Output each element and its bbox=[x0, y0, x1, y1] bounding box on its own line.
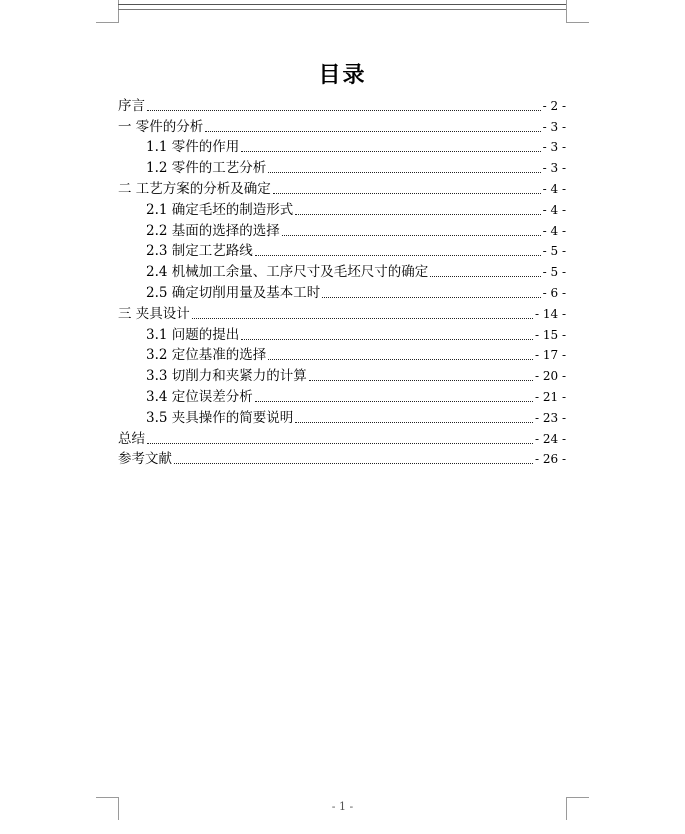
toc-entry[interactable] bbox=[118, 303, 566, 324]
toc-entry[interactable] bbox=[118, 365, 566, 386]
toc-entry[interactable] bbox=[118, 282, 566, 303]
toc-entry[interactable] bbox=[118, 386, 566, 407]
toc-entry-label: 2.1 确定毛坯的制造形式 bbox=[146, 201, 294, 218]
toc-entry-label: 2.4 机械加工余量、工序尺寸及毛坯尺寸的确定 bbox=[146, 264, 429, 281]
toc-entry-label: 3.5 夹具操作的简要说明 bbox=[146, 409, 294, 426]
toc-entry-label: 2.2 基面的选择的选择 bbox=[146, 222, 280, 239]
toc-entry-page: - 14 - bbox=[534, 306, 566, 321]
toc-entry-page: - 5 - bbox=[542, 265, 566, 280]
toc-entry-page: - 23 - bbox=[534, 410, 566, 425]
toc-entry-page: - 6 - bbox=[542, 285, 566, 300]
toc-entry-page: - 17 - bbox=[534, 348, 566, 363]
crop-mark-top-left bbox=[96, 0, 119, 23]
toc-entry[interactable] bbox=[118, 407, 566, 428]
toc-entry[interactable] bbox=[118, 137, 566, 158]
toc-dot-leader bbox=[273, 193, 541, 194]
toc-dot-leader bbox=[268, 359, 533, 360]
toc-entry[interactable] bbox=[118, 345, 566, 366]
toc-entry[interactable] bbox=[118, 178, 566, 199]
toc-entry[interactable] bbox=[118, 241, 566, 262]
toc-entry-page: - 20 - bbox=[534, 369, 566, 384]
toc-dot-leader bbox=[430, 276, 540, 277]
toc-entry[interactable] bbox=[118, 199, 566, 220]
toc-entry-label: 3.1 问题的提出 bbox=[146, 326, 240, 343]
toc-entry[interactable] bbox=[118, 261, 566, 282]
toc-entry-page: - 24 - bbox=[534, 431, 566, 446]
toc-entry[interactable] bbox=[118, 95, 566, 116]
toc-entry-page: - 26 - bbox=[534, 452, 566, 467]
toc-entry-label: 2.3 制定工艺路线 bbox=[146, 243, 253, 260]
header-rule bbox=[118, 4, 566, 10]
toc-entry-label: 一 零件的分析 bbox=[118, 118, 204, 135]
toc-entry-page: - 15 - bbox=[534, 327, 566, 342]
toc-entry-label: 1.1 零件的作用 bbox=[146, 139, 240, 156]
toc-dot-leader bbox=[255, 255, 541, 256]
toc-entry-page: - 4 - bbox=[542, 181, 566, 196]
toc-dot-leader bbox=[255, 401, 533, 402]
toc-entry[interactable] bbox=[118, 220, 566, 241]
toc-entry[interactable] bbox=[118, 324, 566, 345]
toc-dot-leader bbox=[241, 151, 540, 152]
toc-entry-page: - 5 - bbox=[542, 244, 566, 259]
toc-entry-page: - 3 - bbox=[542, 161, 566, 176]
toc-dot-leader bbox=[241, 339, 533, 340]
toc-dot-leader bbox=[205, 131, 540, 132]
toc-entry-page: - 4 - bbox=[542, 202, 566, 217]
toc-entry-label: 3.2 定位基准的选择 bbox=[146, 347, 267, 364]
page-number: - 1 - bbox=[331, 800, 354, 813]
toc-entry[interactable] bbox=[118, 157, 566, 178]
toc-entry-page: - 3 - bbox=[542, 140, 566, 155]
toc-entry-page: - 3 - bbox=[542, 119, 566, 134]
toc-entry-label: 3.4 定位误差分析 bbox=[146, 388, 253, 405]
toc-dot-leader bbox=[309, 380, 533, 381]
toc-entry-label: 总结 bbox=[118, 430, 145, 447]
toc-entry-label: 2.5 确定切削用量及基本工时 bbox=[146, 284, 321, 301]
toc-entry-label: 三 夹具设计 bbox=[118, 305, 190, 322]
toc-entry[interactable] bbox=[118, 449, 566, 470]
toc-title: 目录 bbox=[318, 63, 367, 88]
toc-entry-label: 1.2 零件的工艺分析 bbox=[146, 160, 267, 177]
toc-entry-page: - 21 - bbox=[534, 389, 566, 404]
toc-entry-page: - 4 - bbox=[542, 223, 566, 238]
toc-dot-leader bbox=[295, 422, 533, 423]
toc-dot-leader bbox=[147, 110, 541, 111]
toc-entry-page: - 2 - bbox=[542, 98, 566, 113]
toc-entry[interactable] bbox=[118, 116, 566, 137]
toc-entry-label: 参考文献 bbox=[118, 451, 172, 468]
table-of-contents bbox=[118, 95, 566, 469]
toc-dot-leader bbox=[174, 463, 533, 464]
crop-mark-top-right bbox=[566, 0, 589, 23]
toc-dot-leader bbox=[147, 443, 533, 444]
toc-dot-leader bbox=[295, 214, 540, 215]
toc-dot-leader bbox=[192, 318, 533, 319]
toc-entry[interactable] bbox=[118, 428, 566, 449]
toc-dot-leader bbox=[282, 235, 541, 236]
toc-entry-label: 二 工艺方案的分析及确定 bbox=[118, 180, 271, 197]
toc-dot-leader bbox=[268, 172, 540, 173]
toc-entry-label: 序言 bbox=[118, 97, 145, 114]
toc-entry-label: 3.3 切削力和夹紧力的计算 bbox=[146, 368, 307, 385]
toc-dot-leader bbox=[322, 297, 540, 298]
